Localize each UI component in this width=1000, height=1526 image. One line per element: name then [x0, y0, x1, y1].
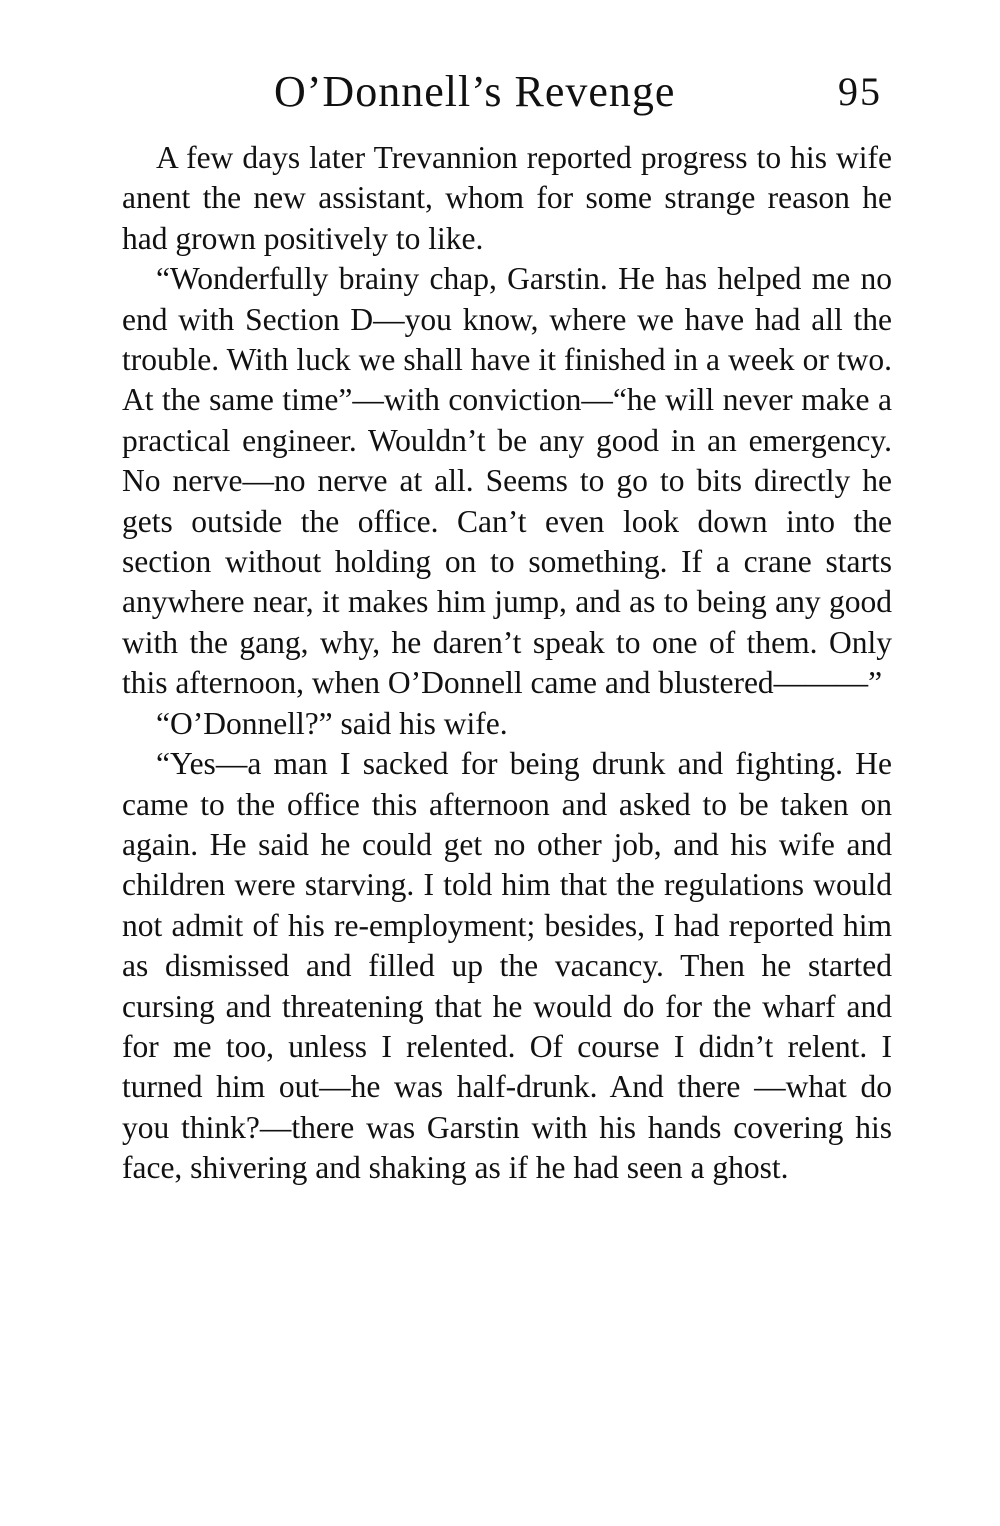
paragraph: “O’Donnell?” said his wife.: [156, 705, 508, 741]
page-number: 95: [838, 69, 882, 114]
paragraph: “Wonderfully brainy chap, Garstin. He has helped me no end with Section D—you know, where we have had all the trouble. With luck we shall have it finished in a week or two. At the same time”—with conviction—“he will never make a practical engineer. Wouldn’t be any good in an emergency. No nerve—no nerve at all. Seems to go to bits directly he gets outside the office. Can’t even look down into the section without holding on to something. If a crane starts anywhere near, it makes him jump, and as to being any good with the gang, why, he daren’t speak to one of them. Only this afternoon, when O’Donnell came and blustered———”: [122, 261, 892, 701]
running-title: O’Donnell’s Revenge: [274, 67, 676, 116]
running-head: [122, 62, 892, 122]
paragraph: A few days later Trevannion reported progress to his wife anent the new assistant, whom for some strange reason he had grown positively to like.: [122, 140, 892, 256]
body-text: [122, 138, 892, 1189]
paragraph: “Yes—a man I sacked for being drunk and fighting. He came to the office this afternoon and asked to be taken on again. He said he could get no other job, and his wife and children were starving. I told him that the regulations would not admit of his re-employment; besides, I had reported him as dismissed and filled up the vacancy. Then he started cursing and threatening that he would do for the wharf and for me too, unless I relented. Of course I didn’t relent. I turned him out—he was half-drunk. And there —what do you think?—there was Garstin with his hands covering his face, shivering and shaking as if he had seen a ghost.: [122, 746, 892, 1186]
